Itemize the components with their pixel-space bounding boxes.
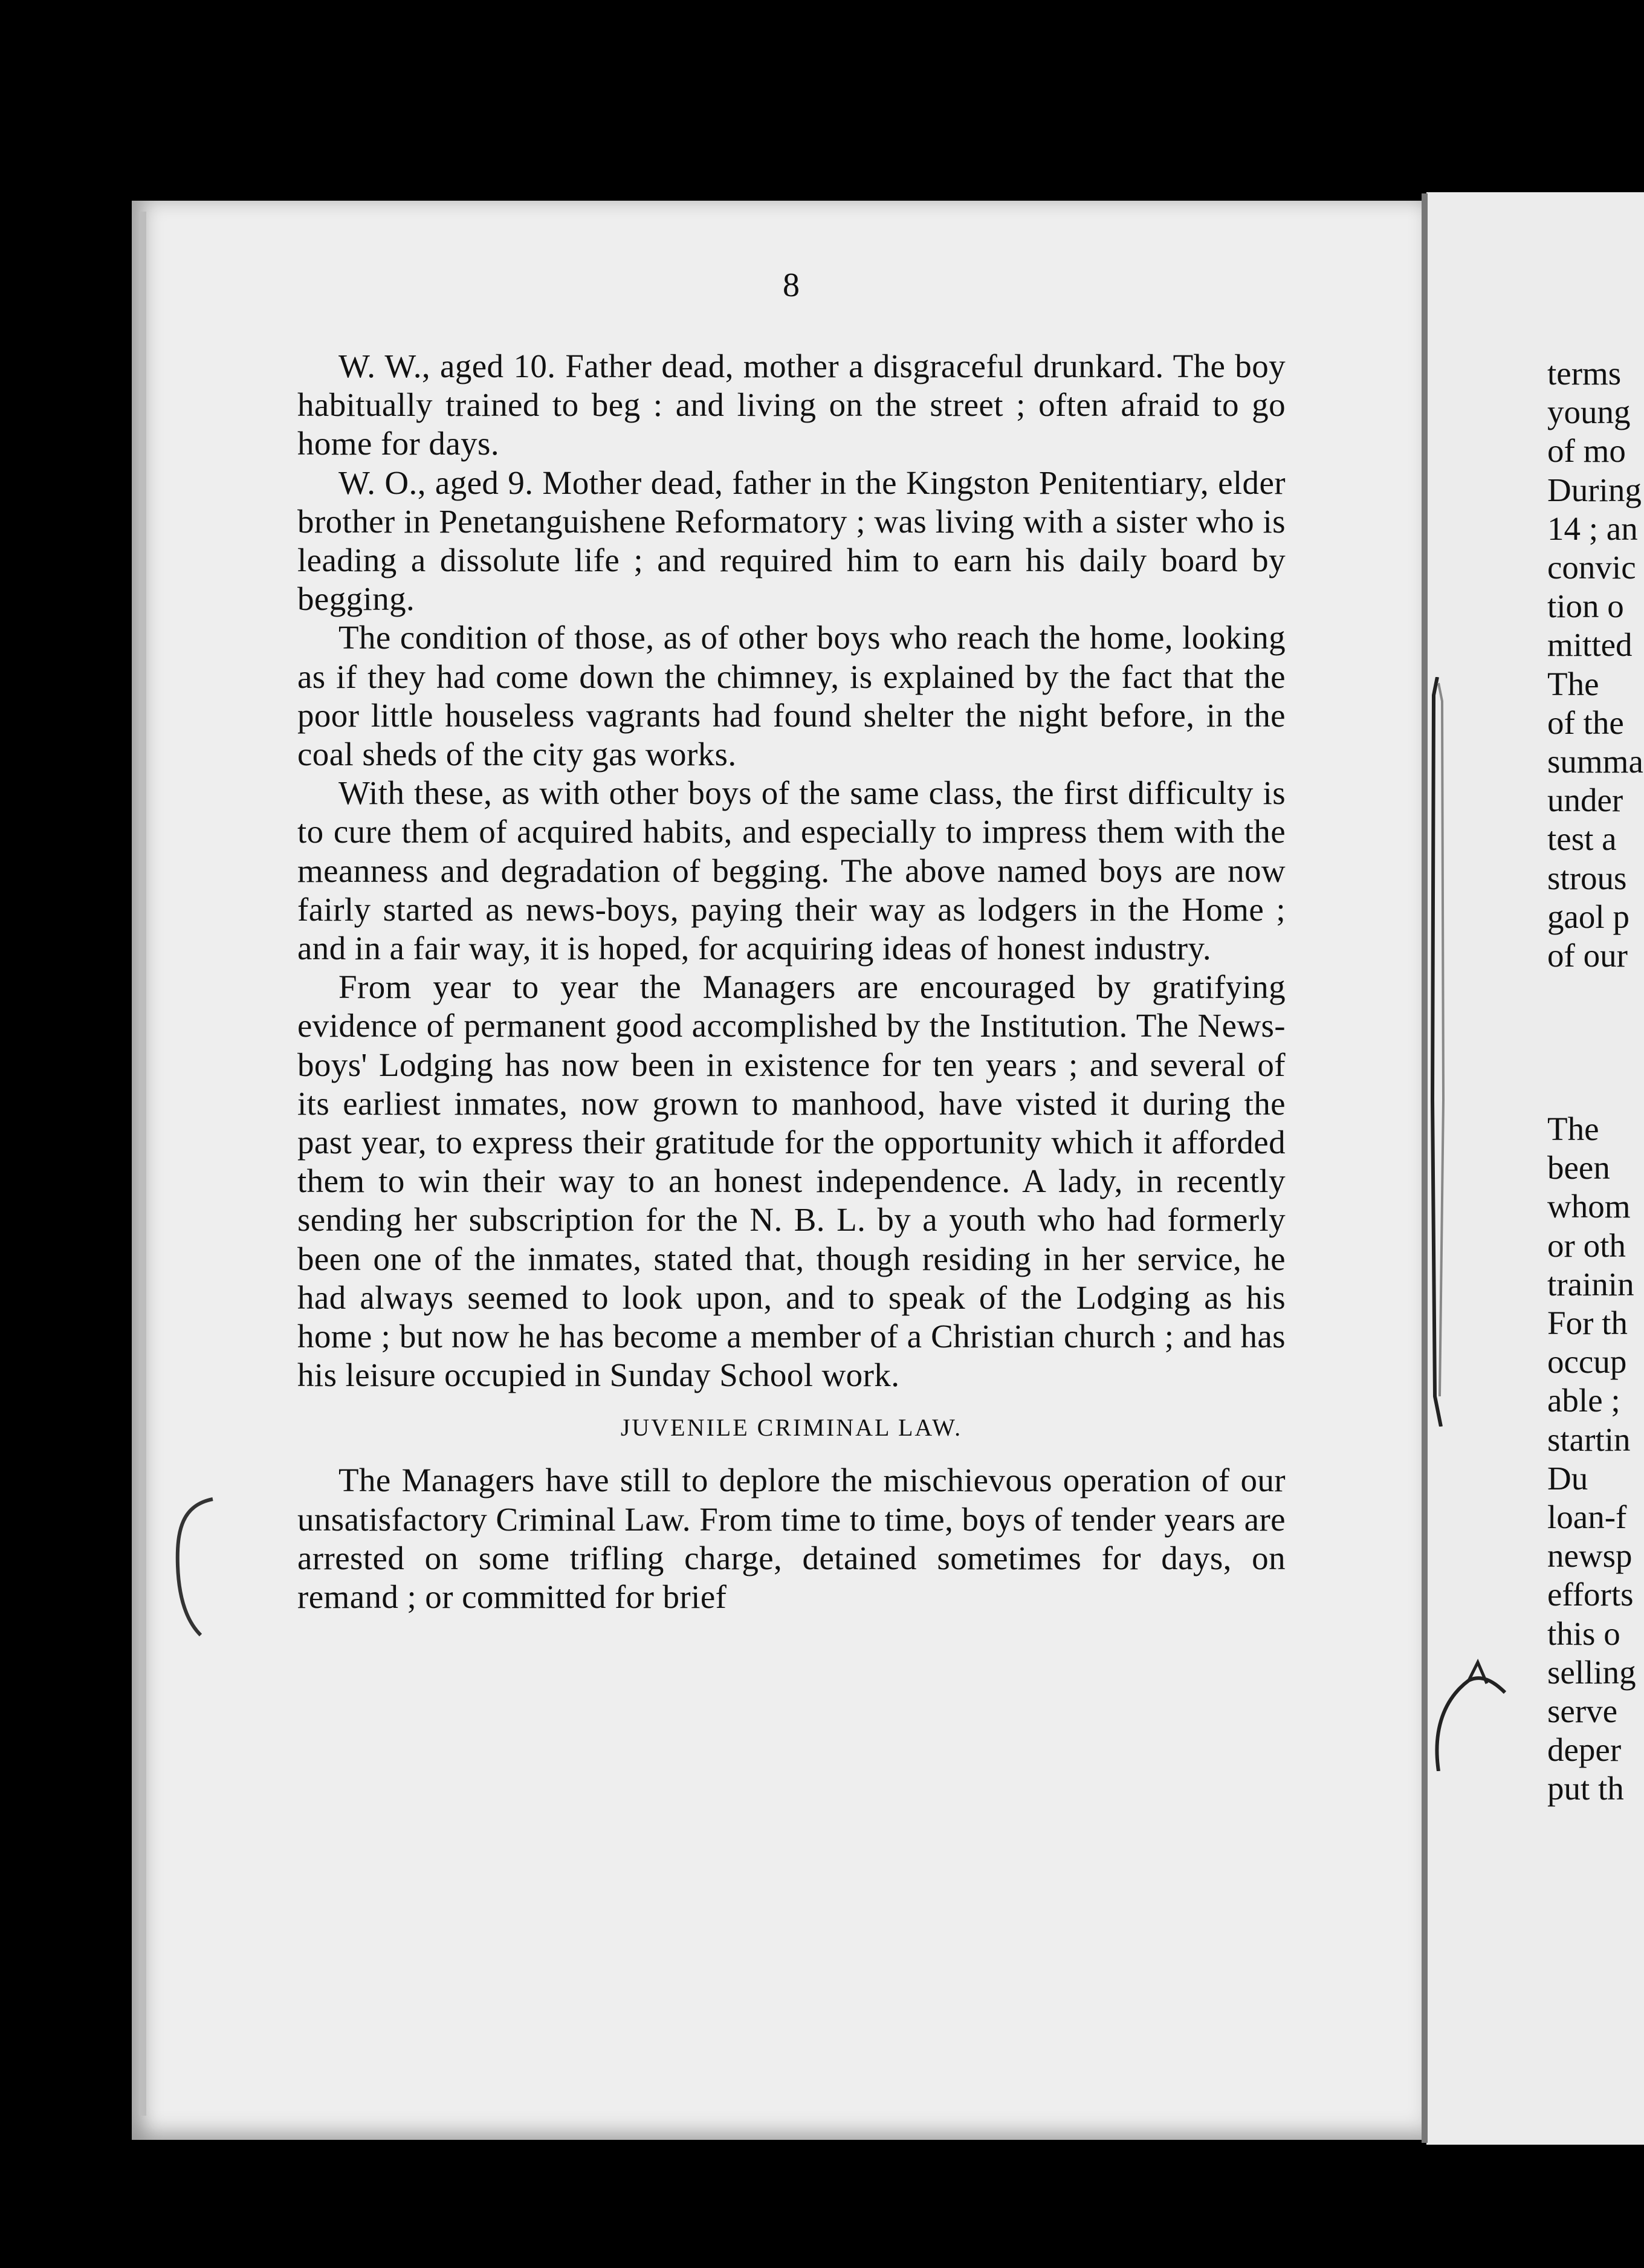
facing-page-line: test a xyxy=(1547,820,1617,858)
facing-page-line: this o xyxy=(1547,1615,1620,1652)
clip-hook-icon xyxy=(1426,1656,1517,1771)
facing-page-line: strous xyxy=(1547,859,1627,896)
facing-page-line: 14 ; an xyxy=(1547,510,1638,547)
paragraph: From year to year the Managers are encouraged by gratifying evidence of permanent good accomplished by the Institution. The News-boys' Lodging has now been in existence for ten years ; and several of its earliest inmates, now grown to manhood, have visted it during the past year, to express their gratitude for the opportunity which it afforded them to win their way to an honest independence. A lady, in recently sending her subscription for the N. B. L. by a youth who had formerly been one of the inmates, stated that, though residing in her service, he had always seemed to look upon, and to speak of the Lodging as his home ; but now he has become a member of a Christian church ; and has his leisure occupied in Sunday School work. xyxy=(297,968,1286,1394)
paragraph: W. W., aged 10. Father dead, mother a disgraceful drunkard. The boy habitually trained to beg : and living on the street ; often afraid to go home for days. xyxy=(297,348,1286,462)
facing-page-line: deper xyxy=(1547,1731,1622,1769)
facing-page-line: of our xyxy=(1547,937,1628,974)
facing-page-line: convic xyxy=(1547,549,1636,586)
page-edge xyxy=(139,212,146,2116)
facing-page-line: able ; xyxy=(1547,1382,1620,1419)
facing-page-line: serve xyxy=(1547,1693,1618,1729)
facing-page-line: or oth xyxy=(1547,1226,1626,1264)
facing-page-line: Du xyxy=(1547,1459,1588,1497)
facing-page-line: The xyxy=(1547,1110,1599,1147)
paragraph: With these, as with other boys of the same class, the first difficulty is to cure them of acquired habits, and especially to impress them with the meanness and degradation of begging. The above named boys are now fairly started as news-boys, paying their way as lodgers in the Home ; and in a fair way, it is hoped, for acquiring ideas of honest industry. xyxy=(297,774,1286,967)
facing-page-line: gaol p xyxy=(1547,898,1629,935)
facing-page-line: of mo xyxy=(1547,432,1626,470)
facing-page-line: summa xyxy=(1547,743,1643,780)
paragraph: The Managers have still to deplore the mischievous operation of our unsatisfactory Criminal Law. From time to time, boys of tender years are arrested on some trifling charge, detained sometimes for days, on remand ; or committed for brief xyxy=(297,1462,1286,1616)
facing-page-line: loan-f xyxy=(1547,1498,1627,1535)
facing-page-line: startin xyxy=(1547,1421,1631,1458)
facing-page-line: whom xyxy=(1547,1188,1631,1225)
clip-mark-icon xyxy=(1425,677,1449,1427)
page-body xyxy=(297,347,1286,1616)
facing-page-line: trainin xyxy=(1547,1265,1634,1303)
facing-page-line: For th xyxy=(1547,1304,1628,1341)
paragraph: W. O., aged 9. Mother dead, father in the Kingston Penitentiary, elder brother in Penetanguishene Reformatory ; was living with a sister who is leading a dissolute life ; and required him to earn his daily board by begging. xyxy=(297,464,1286,618)
facing-page-line: efforts xyxy=(1547,1576,1634,1613)
facing-page-line: During xyxy=(1547,471,1642,508)
facing-page-line: under xyxy=(1547,782,1623,819)
facing-page-text xyxy=(1547,354,1644,1835)
facing-page-line: occup xyxy=(1547,1343,1627,1381)
margin-bracket-icon xyxy=(170,1493,219,1638)
facing-page-line: selling xyxy=(1547,1653,1636,1691)
facing-page-line: newsp xyxy=(1547,1537,1633,1575)
facing-page-line: been xyxy=(1547,1149,1610,1187)
facing-page-line: young xyxy=(1547,394,1631,431)
facing-page-line: put th xyxy=(1547,1770,1624,1807)
facing-page-line: of the xyxy=(1547,704,1624,741)
facing-page-line: tion o xyxy=(1547,588,1624,625)
facing-page-line: terms xyxy=(1547,355,1622,392)
section-heading: JUVENILE CRIMINAL LAW. xyxy=(620,1414,963,1442)
page-number: 8 xyxy=(783,267,800,304)
paragraph: The condition of those, as of other boys who reach the home, looking as if they had come down the chimney, is explained by the fact that the poor little houseless vagrants had found shelter the night before, in the coal sheds of the city gas works. xyxy=(297,619,1286,773)
facing-page-line: The xyxy=(1547,665,1599,702)
facing-page-line: mitted xyxy=(1547,626,1633,664)
